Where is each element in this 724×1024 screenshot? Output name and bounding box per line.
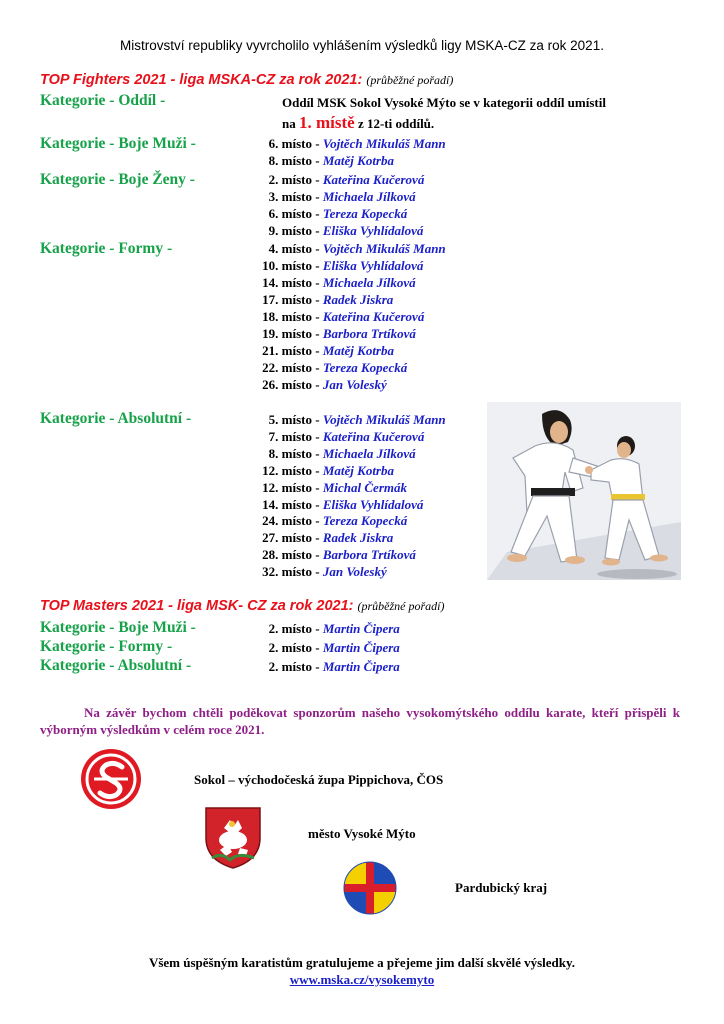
result-separator: - [312,189,323,204]
result-row [240,172,484,188]
result-name: Matěj Kotrba [322,343,394,358]
result-name: Vojtěch Mikuláš Mann [322,241,446,256]
result-name: Radek Jiskra [322,292,394,307]
masters-category-label: Kategorie - Absolutní - [40,657,192,674]
result-separator: - [312,343,323,358]
sponsor-sokol: Sokol – východočeská župa Pippichova, ČOS [194,772,444,787]
result-name: Michaela Jílková [322,275,416,290]
result-separator: - [312,659,323,674]
club-place: 1. místě [298,113,355,132]
result-place: 6. místo [268,206,312,221]
club-result-line-1: Oddíl MSK Sokol Vysoké Mýto se v kategorii oddíl umístil [282,95,606,110]
category-absolutni: Kategorie - Absolutní - [40,410,192,427]
intro-text: Mistrovství republiky vyvrcholilo vyhlášením výsledků ligy MSKA-CZ za rok 2021. [120,38,604,53]
result-place: 18. místo [262,309,312,324]
sokol-logo-icon [80,748,142,810]
result-row [240,153,484,169]
result-name: Vojtěch Mikuláš Mann [322,412,446,427]
result-name: Eliška Vyhlídalová [322,496,424,512]
result-place: 14. místo [262,496,312,512]
result-separator: - [312,412,323,427]
result-row [240,223,484,239]
result-separator: - [312,445,323,461]
result-separator: - [312,530,323,546]
result-place: 24. místo [262,513,312,529]
club-result-line-2 [282,113,680,134]
result-place: 12. místo [262,479,312,495]
thanks-text: Na závěr bychom chtěli poděkovat sponzorům našeho vysokomýtského oddílu karate, kteří přispěli k výborným výsledkům v celém roce 2021. [40,705,680,737]
result-separator: - [312,377,323,392]
result-name: Kateřina Kučerová [322,309,425,324]
result-row [240,377,484,393]
result-place: 9. místo [268,223,312,238]
result-name: Tereza Kopecká [322,360,408,375]
result-separator: - [312,136,323,151]
club-result-prefix: na [282,116,299,131]
result-separator: - [312,621,323,636]
result-row [240,326,484,342]
result-name: Tereza Kopecká [322,513,408,529]
result-separator: - [312,206,323,221]
result-place: 28. místo [262,547,312,563]
result-row [240,412,484,428]
category-boje-zeny: Kategorie - Boje Ženy - [40,171,195,188]
result-row [240,343,484,359]
result-separator: - [312,292,323,307]
result-row [240,640,484,656]
club-result [282,93,680,134]
result-place: 2. místo [268,659,312,674]
karate-illustration [487,402,681,580]
result-name: Matěj Kotrba [322,153,394,168]
result-place: 21. místo [262,343,312,358]
result-name: Eliška Vyhlídalová [322,258,424,273]
masters-category-label: Kategorie - Boje Muži - [40,619,196,636]
result-separator: - [312,513,323,529]
vysoke-myto-coat-of-arms [204,806,262,870]
result-row [240,360,484,376]
result-row [240,292,484,308]
fighters-title-text: TOP Fighters 2021 - liga MSKA-CZ za rok 2021: [40,72,363,88]
result-place: 19. místo [262,326,312,341]
result-separator: - [312,564,323,580]
result-row [240,206,484,222]
result-row [240,547,484,563]
karate-fighters-icon [487,402,681,580]
result-name: Martin Čipera [322,621,400,636]
result-place: 32. místo [262,564,312,580]
result-name: Kateřina Kučerová [322,172,425,187]
result-name: Tereza Kopecká [322,206,408,221]
result-name: Jan Voleský [322,564,387,580]
result-place: 4. místo [268,241,312,256]
result-row [240,275,484,291]
result-place: 5. místo [268,412,312,427]
masters-note: (průběžné pořadí) [357,599,445,613]
result-separator: - [312,223,323,238]
category-boje-muzi: Kategorie - Boje Muži - [40,135,196,152]
result-row [240,497,484,513]
result-place: 8. místo [268,445,312,461]
sponsor-pardubicky-kraj: Pardubický kraj [455,880,548,895]
result-place: 17. místo [262,292,312,307]
result-place: 2. místo [268,172,312,187]
result-place: 7. místo [268,428,312,444]
result-row [240,258,484,274]
masters-title [40,598,445,614]
result-separator: - [312,479,323,495]
result-name: Matěj Kotrba [322,462,394,478]
result-separator: - [312,640,323,655]
result-separator: - [312,172,323,187]
result-place: 6. místo [268,136,312,151]
result-name: Jan Voleský [322,377,387,392]
result-row [240,429,484,445]
pardubicky-kraj-logo [342,860,398,916]
fighters-note: (průběžné pořadí) [366,73,454,87]
website-link[interactable]: www.mska.cz/vysokemyto [289,972,435,987]
result-separator: - [312,428,323,444]
result-separator: - [312,360,323,375]
result-place: 14. místo [262,275,312,290]
result-name: Barbora Trtíková [322,547,416,563]
fighters-title [40,72,453,88]
result-row [240,530,484,546]
result-separator: - [312,258,323,273]
result-row [240,659,484,675]
result-place: 10. místo [262,258,312,273]
footer-text: Všem úspěšným karatistům gratulujeme a přejeme jim další skvělé výsledky. [148,955,576,970]
footer-link-wrap [0,972,724,988]
result-name: Vojtěch Mikuláš Mann [322,136,446,151]
result-row [240,309,484,325]
result-place: 27. místo [262,530,312,546]
result-separator: - [312,326,323,341]
result-separator: - [312,496,323,512]
result-name: Michaela Jílková [322,189,416,204]
result-separator: - [312,241,323,256]
result-row [240,621,484,637]
masters-title-text: TOP Masters 2021 - liga MSK- CZ za rok 2021: [40,598,354,614]
result-separator: - [312,275,323,290]
result-row [240,513,484,529]
result-row [240,446,484,462]
result-name: Barbora Trtíková [322,326,416,341]
result-row [240,463,484,479]
result-name: Kateřina Kučerová [322,428,425,444]
result-separator: - [312,309,323,324]
result-name: Martin Čipera [322,640,400,655]
result-place: 2. místo [268,621,312,636]
sponsor-vysoke-myto: město Vysoké Mýto [308,826,416,841]
result-separator: - [312,547,323,563]
result-place: 2. místo [268,640,312,655]
result-name: Michaela Jílková [322,445,416,461]
result-name: Michal Čermák [322,479,407,495]
result-place: 12. místo [262,462,312,478]
masters-category-label: Kategorie - Formy - [40,638,173,655]
result-name: Radek Jiskra [322,530,394,546]
result-place: 26. místo [262,377,312,392]
result-place: 3. místo [268,189,312,204]
result-separator: - [312,462,323,478]
result-row [240,136,484,152]
category-formy: Kategorie - Formy - [40,240,173,257]
result-row [240,480,484,496]
result-row [240,241,484,257]
result-separator: - [312,153,323,168]
coat-of-arms-icon [204,806,262,870]
result-row [240,189,484,205]
club-result-suffix: z 12-ti oddílů. [354,116,435,131]
category-club: Kategorie - Oddíl - [40,92,166,109]
pardubicky-kraj-icon [342,860,398,916]
result-name: Martin Čipera [322,659,400,674]
result-name: Eliška Vyhlídalová [322,223,424,238]
sokol-logo [80,748,142,810]
result-place: 8. místo [268,153,312,168]
result-place: 22. místo [262,360,312,375]
result-row [240,564,484,580]
